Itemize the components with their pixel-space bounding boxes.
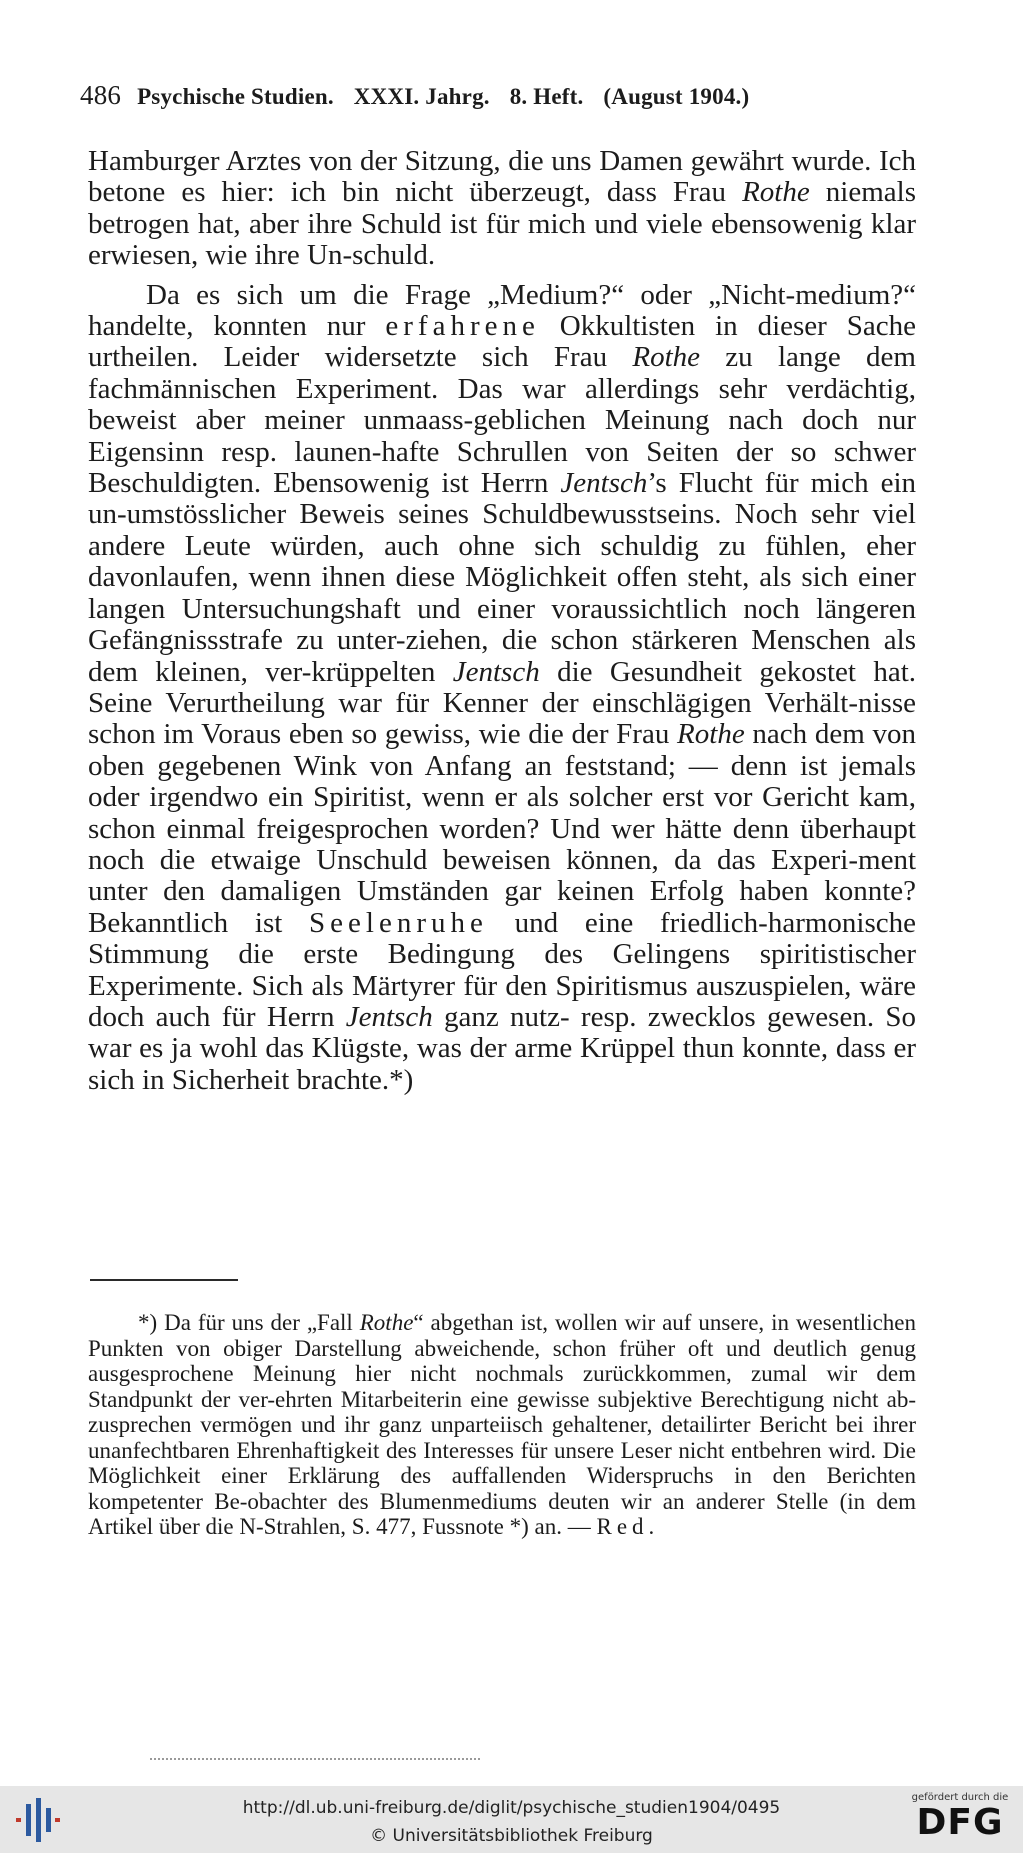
journal-issue: 8. Heft. — [509, 84, 584, 109]
name-rothe: Rothe — [632, 341, 701, 374]
footnote: *) Da für uns der „Fall Rothe“ abgethan ist, wollen wir auf unsere, in wesentlichen Punkten von obiger Darstellung abweichende, schon früher oft und deutlich genug ausgesprochene Meinung hier nicht nochmals zurückkommen, zumal wir dem Standpunkt der ver-ehrten Mitarbeiterin eine gewisse subjektive Berechtigung nicht ab-zusprechen vermögen und ihr ganz unparteiisch gehaltener, detailirter Bericht bei ihrer unanfechtbaren Ehrenhaftigkeit des Interesses für unsere Leser nicht entbehren wird. Die Möglichkeit einer Erklärung des auffallenden Widerspruchs in den Berichten kompetenter Be-obachter des Blumenmediums deuten wir an anderer Stelle (in dem Artikel über die N-Strahlen, S. 477, Fussnote *) an. — Red. — [88, 1310, 916, 1539]
dfg-logo-text: DFG — [916, 1802, 1004, 1843]
paragraph-1: Hamburger Arztes von der Sitzung, die uns Damen gewährt wurde. Ich betone es hier: ich bin nicht überzeugt, dass Frau Rothe niemals betrogen hat, aber ihre Schuld ist für mich und viele ebensowenig klar erwiesen, wie ihre Un-schuld. — [88, 145, 916, 272]
footnote-divider — [90, 1279, 238, 1281]
spaced-word: erfahrene — [385, 310, 540, 343]
journal-title: Psychische Studien. — [137, 84, 334, 109]
name-jentsch: Jentsch — [560, 467, 648, 500]
paragraph-2: Da es sich um die Frage „Medium?“ oder „Nicht-medium?“ handelte, konnten nur erfahrene Okkultisten in dieser Sache urtheilen. Leider widersetzte sich Frau Rothe zu lange dem fachmännischen Experiment. Das war allerdings sehr verdächtig, beweist aber meiner unmaass-geblichen Meinung nach doch nur Eigensinn resp. launen-hafte Schrullen von Seiten der so schwer Beschuldigten. Ebensowenig ist Herrn Jentsch’s Flucht für mich ein un-umstösslicher Beweis seines Schuldbewusstseins. Noch sehr viel andere Leute würden, auch ohne sich schuldig zu fühlen, eher davonlaufen, wenn ihnen diese Möglichkeit offen steht, als sich einer langen Untersuchungshaft und einer voraussichtlich noch längeren Gefängnissstrafe zu unter-ziehen, die schon stärkeren Menschen als dem kleinen, ver-krüppelten Jentsch die Gesundheit gekostet hat. Seine Verurtheilung war für Kenner der einschlägigen Verhält-nisse schon im Voraus eben so gewiss, wie die der Frau Rothe nach dem von oben gegebenen Wink von Anfang an feststand; — denn ist jemals oder irgendwo ein Spiritist, wenn er als solcher erst vor Gericht kam, schon einmal freigesprochen worden? Und wer hätte denn überhaupt noch die etwaige Unschuld beweisen können, da das Experi-ment unter den damaligen Umständen gar keinen Erfolg haben konnte? Bekanntlich ist Seelenruhe und eine friedlich-harmonische Stimmung die erste Bedingung des Gelingens spiritistischer Experimente. Sich als Märtyrer für den Spiritismus auszuspielen, wäre doch auch für Herrn Jentsch ganz nutz- resp. zwecklos gewesen. So war es ja wohl das Klügste, was der arme Krüppel thun konnte, dass er sich in Sicherheit brachte.*) — [88, 278, 917, 1096]
name-rothe: Rothe — [742, 176, 810, 209]
editor-signature: Red. — [596, 1514, 660, 1539]
article-body — [88, 146, 916, 1096]
page-number: 486 — [80, 80, 122, 110]
source-url-link[interactable]: http://dl.ub.uni-freiburg.de/diglit/psychische_studien1904/0495 — [242, 1798, 781, 1818]
journal-date: (August 1904.) — [603, 84, 750, 109]
name-jentsch: Jentsch — [452, 655, 540, 688]
page-header — [80, 80, 920, 111]
copyright-notice: © Universitätsbibliothek Freiburg — [370, 1826, 653, 1846]
name-rothe: Rothe — [677, 718, 745, 751]
journal-volume: XXXI. Jahrg. — [353, 84, 490, 109]
dfg-logo — [905, 1792, 1015, 1850]
name-jentsch: Jentsch — [345, 1000, 433, 1033]
spaced-word: Seelenruhe — [309, 906, 488, 939]
dfg-caption: gefördert durch die — [911, 1792, 1009, 1803]
name-rothe: Rothe — [359, 1310, 414, 1335]
bottom-print-marks — [150, 1758, 480, 1763]
